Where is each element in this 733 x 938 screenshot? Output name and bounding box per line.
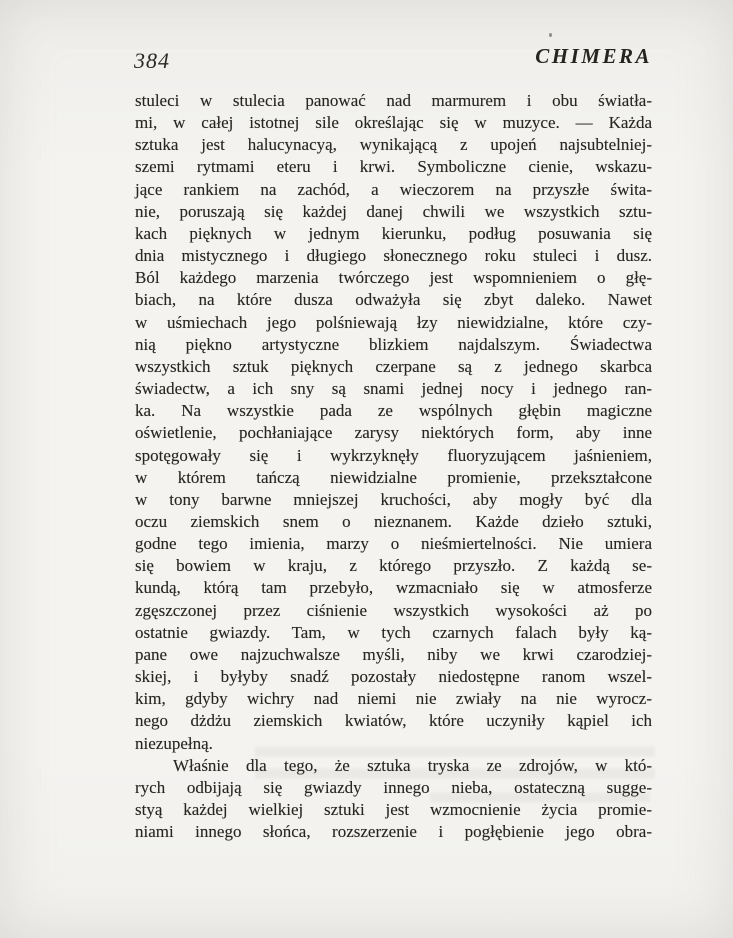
text-line: kundą, którą tam przebyło, wzmacniało się w atmosferze (135, 578, 652, 598)
text-line: ostatnie gwiazdy. Tam, w tych czarnych falach były ką- (135, 622, 652, 642)
text-line: się bowiem w kraju, z którego przyszło. Z każdą se- (135, 556, 652, 576)
text-line: spotęgowały się i wykrzyknęły fluoryzującem jaśnieniem, (135, 445, 652, 465)
body-text (135, 90, 652, 843)
text-line: pane owe najzuchwalsze myśli, niby we krwi czarodziej- (135, 644, 652, 664)
text-line: oświetlenie, pochłaniające zarysy niektórych form, aby inne (135, 423, 652, 443)
text-line: mi, w całej istotnej sile określając się w muzyce. — Każda (135, 113, 652, 133)
text-line: świadectw, a ich sny są snami jednej nocy i jednego ran- (135, 379, 652, 399)
paragraph (135, 755, 652, 844)
text-line: stuleci w stulecia panować nad marmurem i obu światła- (135, 91, 652, 110)
text-line: ka. Na wszystkie pada ze wspólnych głębin magiczne (135, 401, 652, 421)
text-line: niami innego słońca, rozszerzenie i pogłębienie jego obra- (135, 822, 652, 842)
text-line: godne tego imienia, marzy o nieśmiertelności. Nie umiera (135, 534, 652, 554)
text-line: niezupełną. (135, 733, 213, 753)
text-line: zgęszczonej przez ciśnienie wszystkich wysokości aż po (135, 600, 652, 620)
text-line: rych odbijają się gwiazdy innego nieba, ostateczną sugge- (135, 777, 652, 797)
text-line: Ból każdego marzenia twórczego jest wspomnieniem o głę- (135, 268, 652, 288)
text-line: nego dżdżu ziemskich kwiatów, które uczyniły kąpiel ich (135, 711, 652, 731)
text-line: wszystkich sztuk pięknych czerpane są z jednego skarbca (135, 356, 652, 376)
running-title: CHIMERA (535, 44, 652, 68)
text-line: nie, poruszają się każdej danej chwili we wszystkich sztu- (135, 201, 652, 221)
text-line: w tony barwne mniejszej kruchości, aby mogły być dla (135, 489, 652, 509)
text-line: jące rankiem na zachód, a wieczorem na przyszłe świta- (135, 179, 652, 199)
text-line: oczu ziemskich snem o nieznanem. Każde dzieło sztuki, (135, 511, 652, 531)
text-line: biach, na które dusza odważyła się zbyt daleko. Nawet (135, 290, 652, 310)
scan-speck (549, 33, 552, 37)
text-line: w uśmiechach jego polśniewają łzy niewidzialne, które czy- (135, 312, 652, 332)
text-line: Właśnie dla tego, że sztuka tryska ze zdrojów, w któ- (173, 755, 652, 775)
text-line: szemi rytmami eteru i krwi. Symboliczne cienie, wskazu- (135, 157, 652, 177)
text-line: sztuka jest halucynacyą, wynikającą z upojeń najsubtelniej- (135, 135, 652, 155)
text-line: dnia mistycznego i długiego słonecznego roku stuleci i dusz. (135, 246, 652, 266)
paragraph (135, 90, 652, 755)
page-number: 384 (134, 48, 170, 73)
text-line: w którem tańczą niewidzialne promienie, przekształcone (135, 467, 652, 487)
text-line: styą każdej wielkiej sztuki jest wzmocnienie życia promie- (135, 800, 652, 819)
text-line: nią piękno artystyczne blizkiem najdalszym. Świadectwa (135, 334, 652, 354)
text-line: skiej, i byłyby snadź pozostały niedostępne ranom wszel- (135, 667, 652, 687)
text-line: kim, gdyby wichry nad niemi nie zwiały na nie wyrocz- (135, 689, 652, 709)
text-line: kach pięknych w jednym kierunku, podług posuwania się (135, 223, 652, 243)
